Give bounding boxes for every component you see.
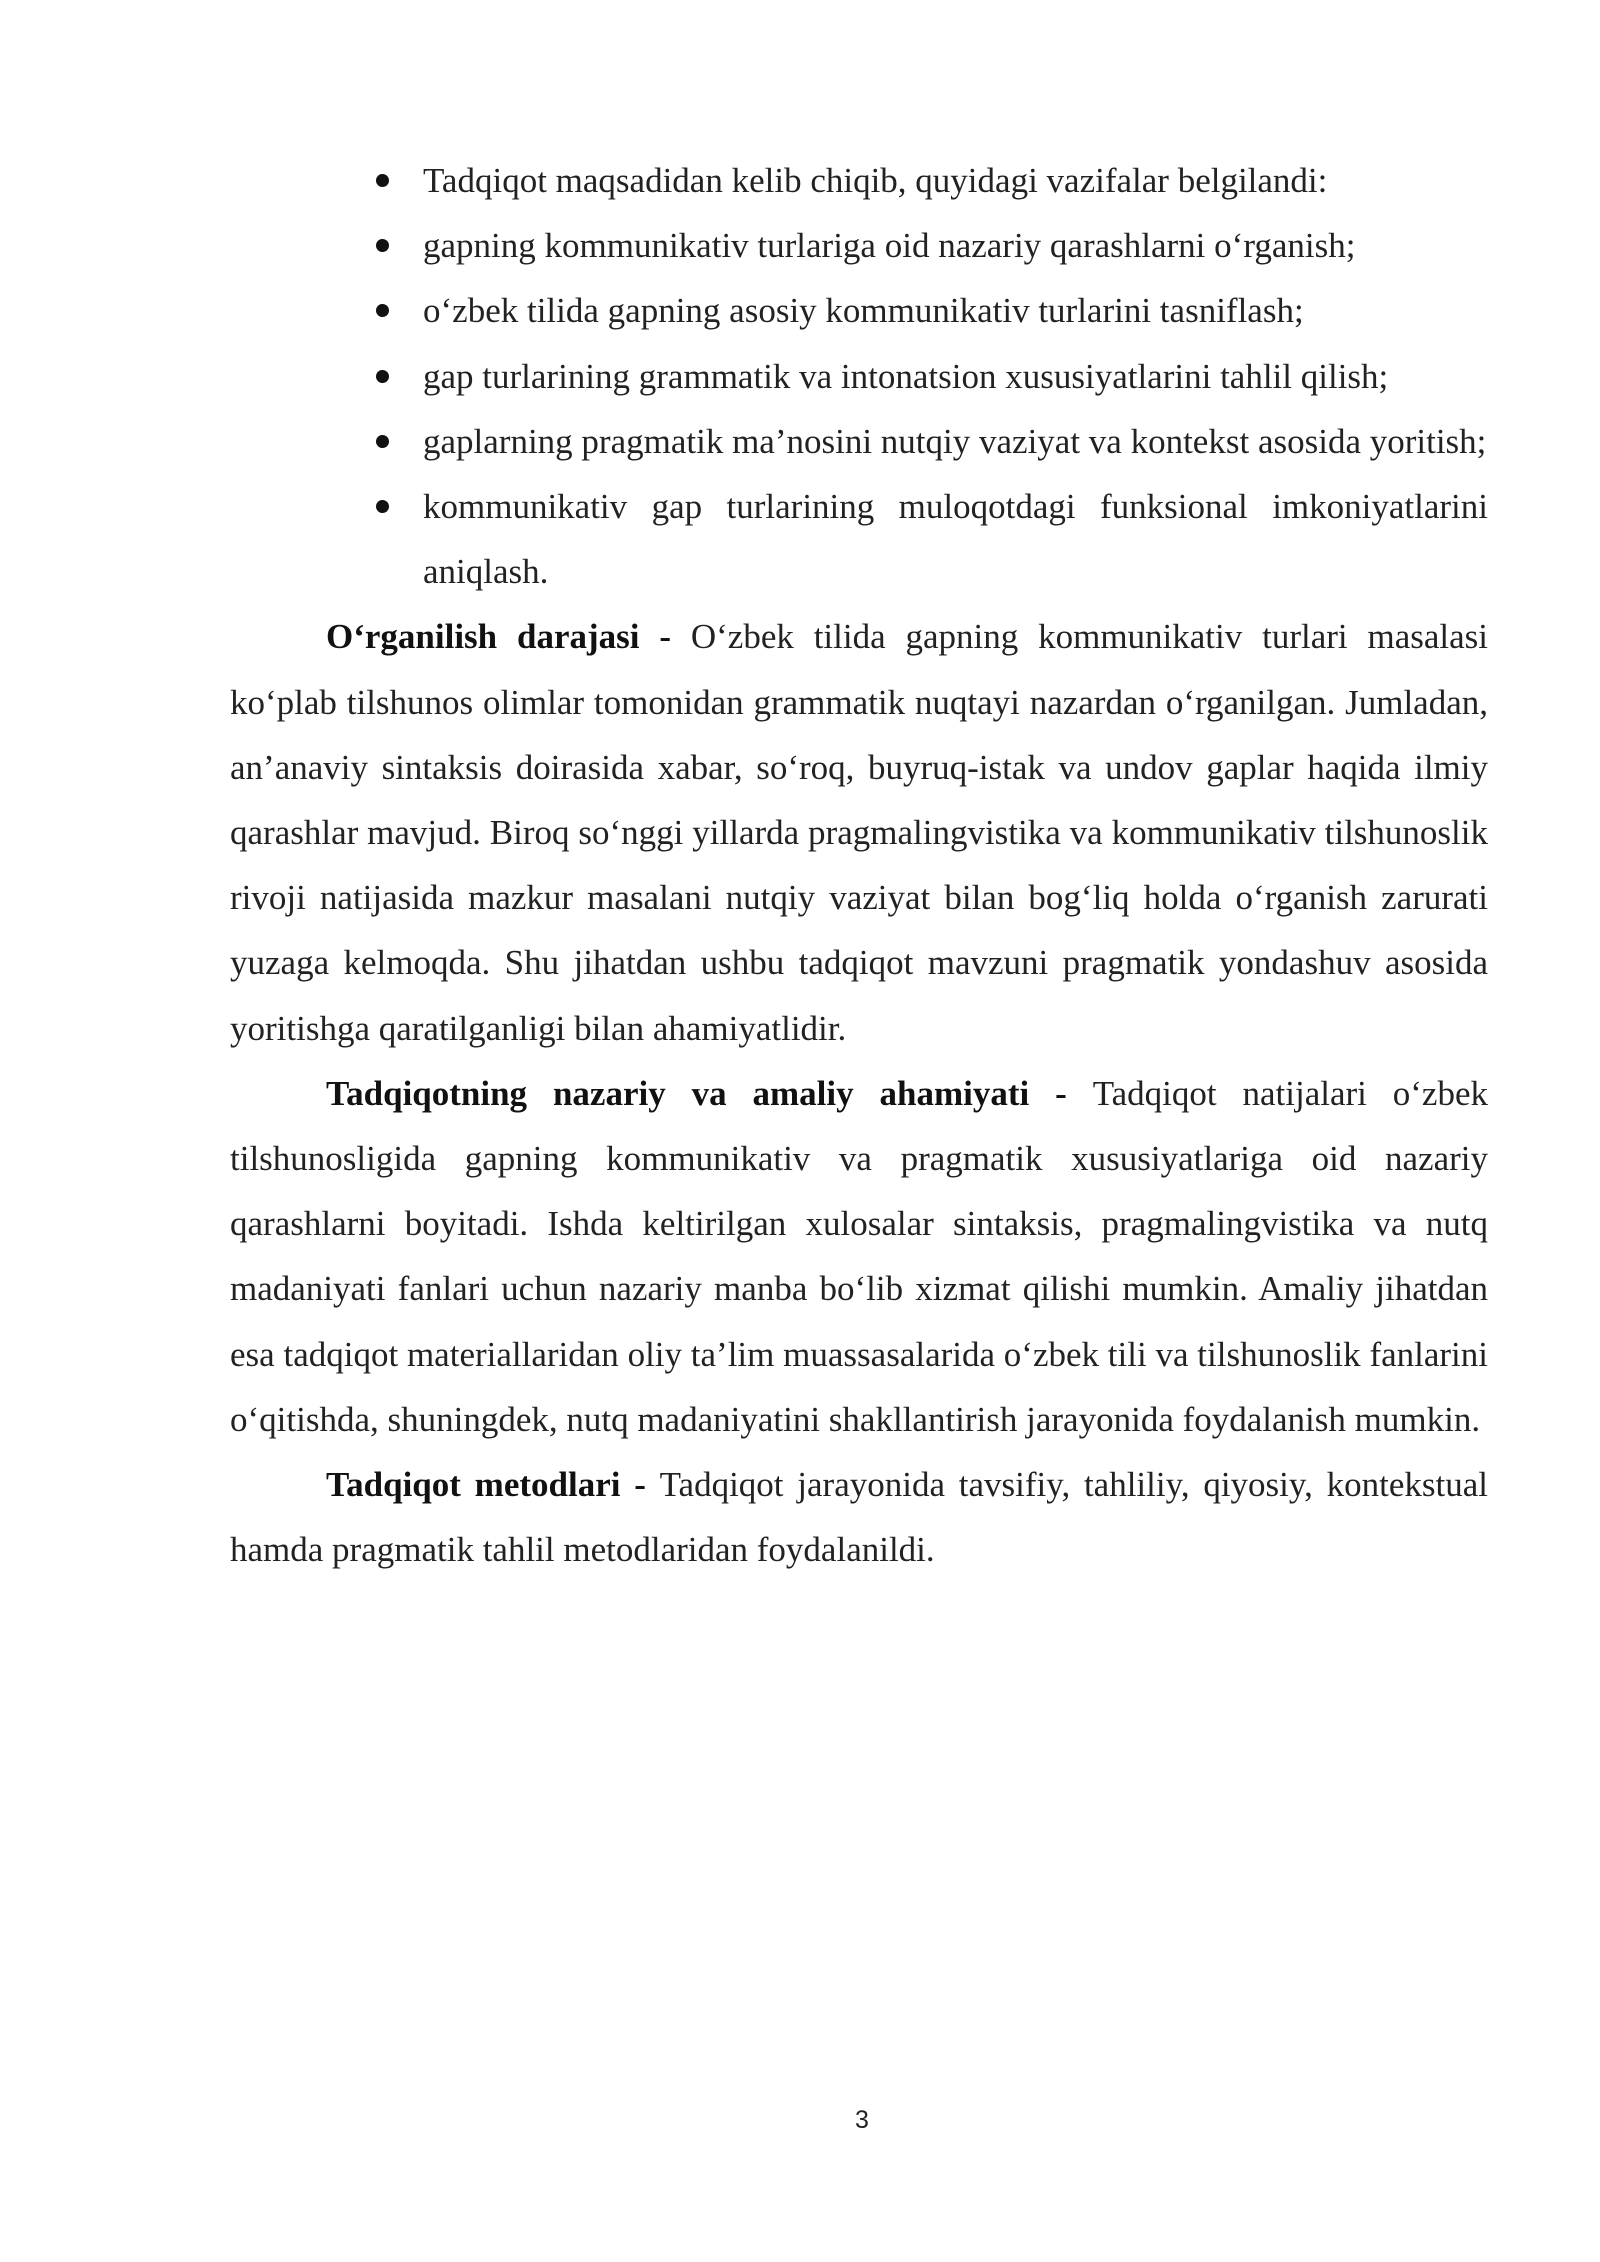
- heading-separator: -: [620, 1465, 660, 1505]
- heading-separator: -: [639, 617, 691, 657]
- paragraph-methods: [230, 1452, 1488, 1582]
- bullet-icon: [376, 239, 389, 252]
- paragraph-text: O‘zbek tilida gapning kommunikativ turlari masalasi ko‘plab tilshunos olimlar tomonidan grammatik nuqtayi nazardan o‘rganilgan. Jumladan, an’anaviy sintaksis doirasida xabar, so‘roq, buyruq-istak va undov gaplar haqida ilmiy qarashlar mavjud. Biroq so‘nggi yillarda pragmalingvistika va kommunikativ tilshunoslik rivoji natijasida mazkur masalani nutqiy vaziyat bilan bog‘liq holda o‘rganish zarurati yuzaga kelmoqda. Shu jihatdan ushbu tadqiqot mavzuni pragmatik yondashuv asosida yoritishga qaratilganligi bilan ahamiyatlidir.: [230, 617, 1488, 1048]
- list-item-text: gapning kommunikativ turlariga oid nazariy qarashlarni o‘rganish;: [423, 226, 1356, 266]
- bullet-icon: [376, 435, 389, 448]
- bullet-icon: [376, 304, 389, 317]
- list-item-text: o‘zbek tilida gapning asosiy kommunikativ turlarini tasniflash;: [423, 291, 1304, 331]
- page-content: [230, 148, 1488, 1582]
- paragraph-text: Tadqiqot natijalari o‘zbek tilshunosligida gapning kommunikativ va pragmatik xususiyatlariga oid nazariy qarashlarni boyitadi. Ishda keltirilgan xulosalar sintaksis, pragmalingvistika va nutq madaniyati fanlari uchun nazariy manba bo‘lib xizmat qilishi mumkin. Amaliy jihatdan esa tadqiqot materiallaridan oliy ta’lim muassasalarida o‘zbek tili va tilshunoslik fanlarini o‘qitishda, shuningdek, nutq madaniyatini shakllantirish jarayonida foydalanish mumkin.: [230, 1073, 1488, 1439]
- list-item-text: gaplarning pragmatik ma’nosini nutqiy vaziyat va kontekst asosida yoritish;: [423, 421, 1487, 461]
- list-item: [423, 148, 1488, 213]
- paragraph-heading: Tadqiqotning nazariy va amaliy ahamiyati: [326, 1073, 1030, 1113]
- list-item: [423, 344, 1488, 409]
- heading-separator: -: [1029, 1073, 1093, 1113]
- list-item-text: kommunikativ gap turlarining muloqotdagi funksional imkoniyatlarini aniqlash.: [423, 487, 1488, 592]
- paragraph-heading: Tadqiqot metodlari: [326, 1465, 621, 1505]
- bullet-icon: [376, 370, 389, 383]
- bullet-icon: [376, 500, 389, 513]
- paragraph-significance: [230, 1061, 1488, 1452]
- list-item: [423, 409, 1488, 474]
- bullet-icon: [376, 174, 389, 187]
- list-item-text: gap turlarining grammatik va intonatsion xususiyatlarini tahlil qilish;: [423, 356, 1389, 396]
- paragraph-research-level: [230, 604, 1488, 1060]
- paragraph-text: Tadqiqot jarayonida tavsifiy, tahliliy, qiyosiy, kontekstual hamda pragmatik tahlil metodlaridan foydalanildi.: [230, 1465, 1488, 1570]
- paragraph-heading: O‘rganilish darajasi: [326, 617, 640, 657]
- page-number: 3: [855, 2106, 869, 2134]
- list-item-text: Tadqiqot maqsadidan kelib chiqib, quyidagi vazifalar belgilandi:: [423, 161, 1328, 200]
- list-item: [423, 474, 1488, 604]
- list-item: [423, 213, 1488, 278]
- list-item: [423, 278, 1488, 343]
- task-list: [230, 148, 1488, 604]
